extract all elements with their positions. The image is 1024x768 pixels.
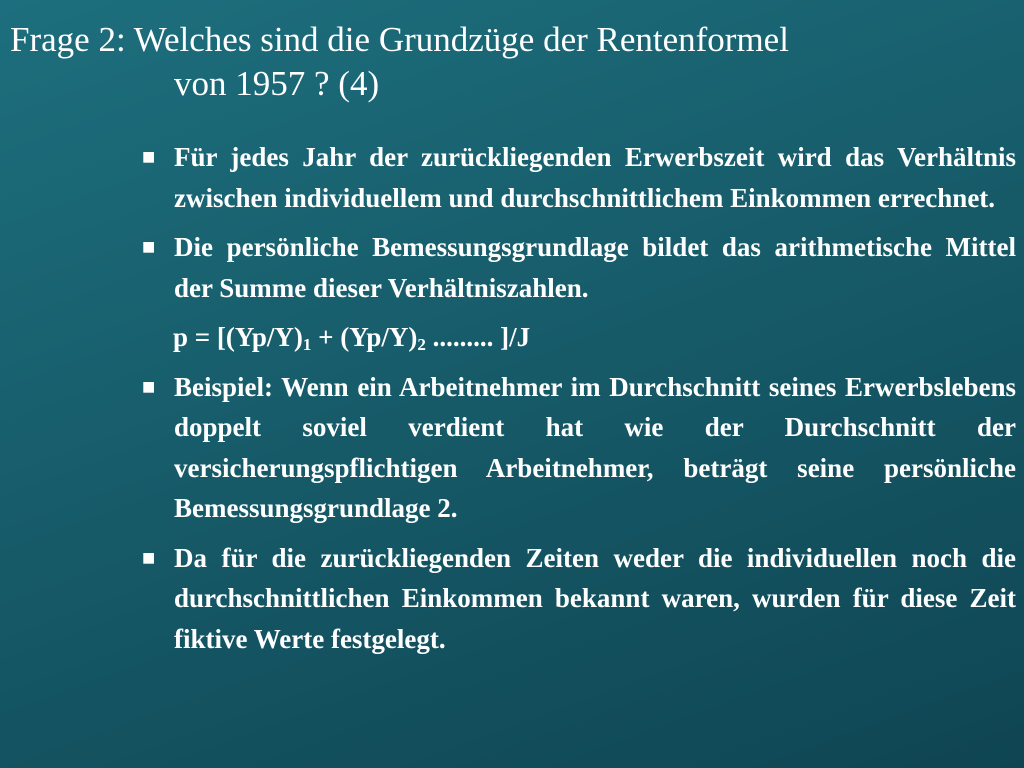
bullet-text: Die persönliche Bemessungsgrundlage bildet das arithmetische Mittel der Summe dieser Verhältniszahlen. xyxy=(174,232,1016,303)
slide-title xyxy=(10,18,1010,106)
formula-part-3: ......... ]/J xyxy=(425,322,531,352)
bullet-item xyxy=(140,137,1016,218)
square-bullet-icon: ■ xyxy=(142,373,156,399)
bullet-item xyxy=(140,227,1016,308)
bullet-item xyxy=(140,538,1016,660)
formula-part-1: p = [(Yp/Y) xyxy=(173,322,303,352)
formula-subscript-1: 1 xyxy=(302,335,312,354)
square-bullet-icon: ■ xyxy=(142,234,156,259)
formula-subscript-2: 2 xyxy=(417,335,426,354)
slide-content xyxy=(140,137,1016,668)
bullet-text: Da für die zurückliegenden Zeiten weder die individuellen noch die durchschnittlichen Einkommen bekannt waren, wurden für diese Zeit fiktive Werte festgelegt. xyxy=(174,542,1016,654)
bullet-item xyxy=(140,367,1016,529)
title-line-1: Frage 2: Welches sind die Grundzüge der Rentenformel xyxy=(10,20,789,59)
square-bullet-icon: ■ xyxy=(142,144,156,169)
square-bullet-icon: ■ xyxy=(142,544,156,570)
formula xyxy=(140,317,1016,358)
bullet-text: Für jedes Jahr der zurückliegenden Erwerbszeit wird das Verhältnis zwischen individuellem und durchschnittlichem Einkommen errechnet. xyxy=(174,142,1016,213)
bullet-text: Beispiel: Wenn ein Arbeitnehmer im Durchschnitt seines Erwerbslebens doppelt soviel verdient hat wie der Durchschnitt der versicherungspflichtigen Arbeitnehmer, beträgt seine persönliche Bemessungsgrundlage 2. xyxy=(174,371,1016,523)
title-line-2: von 1957 ? (4) xyxy=(174,64,380,103)
formula-part-2: + (Yp/Y) xyxy=(311,322,418,352)
